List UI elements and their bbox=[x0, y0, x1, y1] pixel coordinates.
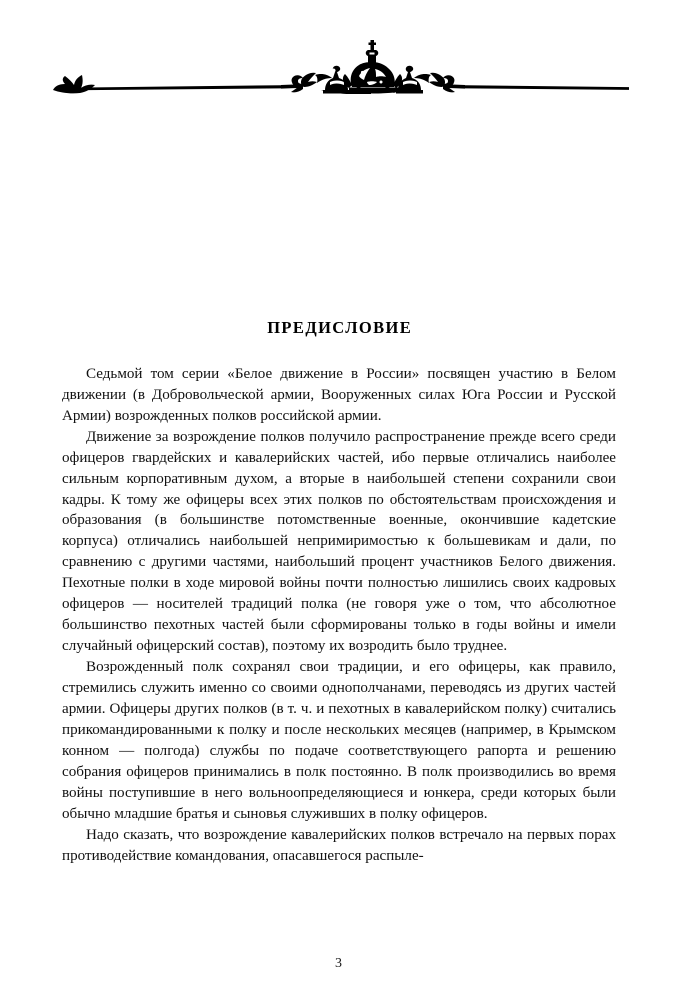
crown-and-ribbon-headpiece-icon bbox=[49, 32, 629, 94]
paragraph-3: Возрожденный полк сохранял свои традиции, и его офицеры, как правило, стремились служить именно со своими однополчанами, переводясь из других частей армии. Офицеры других полков (в т. ч. и пехотных в кавалерийском полку) считались прикомандированными к полку и после нескольких месяцев (например, в Крымском конном — полгода) службы по подаче соответствующего рапорта и решению собрания офицеров принимались в полк постоянно. В полк производились во время войны поступившие в него вольноопределяющиеся и юнкера, среди которых были обычно младшие братья и сыновья служивших в полку офицеров. bbox=[62, 659, 616, 822]
body-text bbox=[62, 364, 616, 867]
text-block bbox=[62, 318, 616, 867]
paragraph-1: Седьмой том серии «Белое движение в России» посвящен участию в Белом движении (в Добровольческой армии, Вооруженных силах Юга России и Русской Армии) возрожденных полков российской армии. bbox=[62, 365, 616, 424]
page-title: ПРЕДИСЛОВИЕ bbox=[267, 318, 413, 337]
paragraph-4: Надо сказать, что возрождение кавалерийских полков встречало на первых порах противодействие командования, опасавшегося распыле- bbox=[62, 826, 616, 864]
paragraph-2: Движение за возрождение полков получило распространение прежде всего среди офицеров гвардейских и кавалерийских частей, ибо первые отличались наиболее сильным корпоративным духом, а вторые в наибольшей степени сохранили свои кадры. К тому же офицеры всех этих полков по обстоятельствам происхождения и образования (в большинстве потомственные военные, окончившие кадетские корпуса) отличались наибольшей непримиримостью к большевикам и дали, по сравнению с другими частями, наибольший процент участников Белого движения. Пехотные полки в ходе мировой войны почти полностью лишились своих кадровых офицеров — носителей традиций полка (не говоря уже о том, что абсолютное большинство пехотных частей были сформированы только в годы войны и имели случайный офицерский состав), поэтому их возродить было труднее. bbox=[62, 428, 616, 655]
header-ornament bbox=[0, 32, 677, 94]
page-number: 3 bbox=[335, 956, 342, 971]
